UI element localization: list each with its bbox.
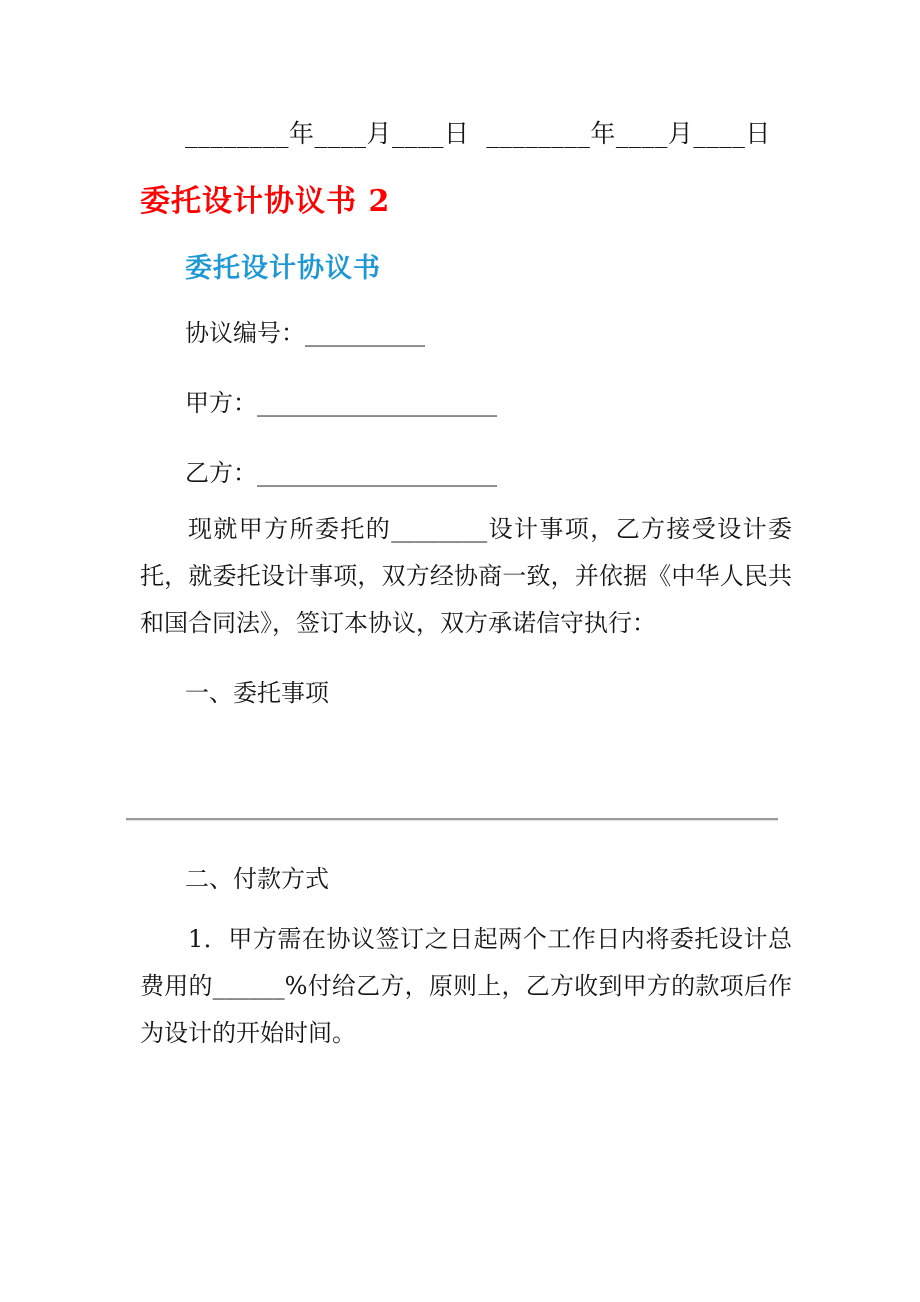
party-a-field: 甲方：____________________ (185, 389, 497, 417)
signature-date-blanks: ________年____月____日 ________年____月____日 (185, 119, 771, 148)
page-break-divider (126, 818, 778, 820)
intro-paragraph: 现就甲方所委托的________设计事项，乙方接受设计委托，就委托设计事项，双方经协商一致，并依据《中华人民共和国合同法》，签订本协议，双方承诺信守执行： (140, 515, 792, 637)
party-b-field: 乙方：____________________ (185, 459, 497, 487)
section-title-entrusted-matters: 一、委托事项 (185, 679, 329, 707)
payment-clause-paragraph: 1．甲方需在协议签订之日起两个工作日内将委托设计总费用的______%付给乙方，原则上，乙方收到甲方的款项后作为设计的开始时间。 (140, 925, 792, 1047)
agreement-number-field: 协议编号：__________ (185, 319, 425, 347)
section-heading-red: 委托设计协议书 2 (140, 184, 391, 219)
document-subheading-blue: 委托设计协议书 (185, 253, 381, 284)
section-title-payment-method: 二、付款方式 (185, 865, 329, 893)
